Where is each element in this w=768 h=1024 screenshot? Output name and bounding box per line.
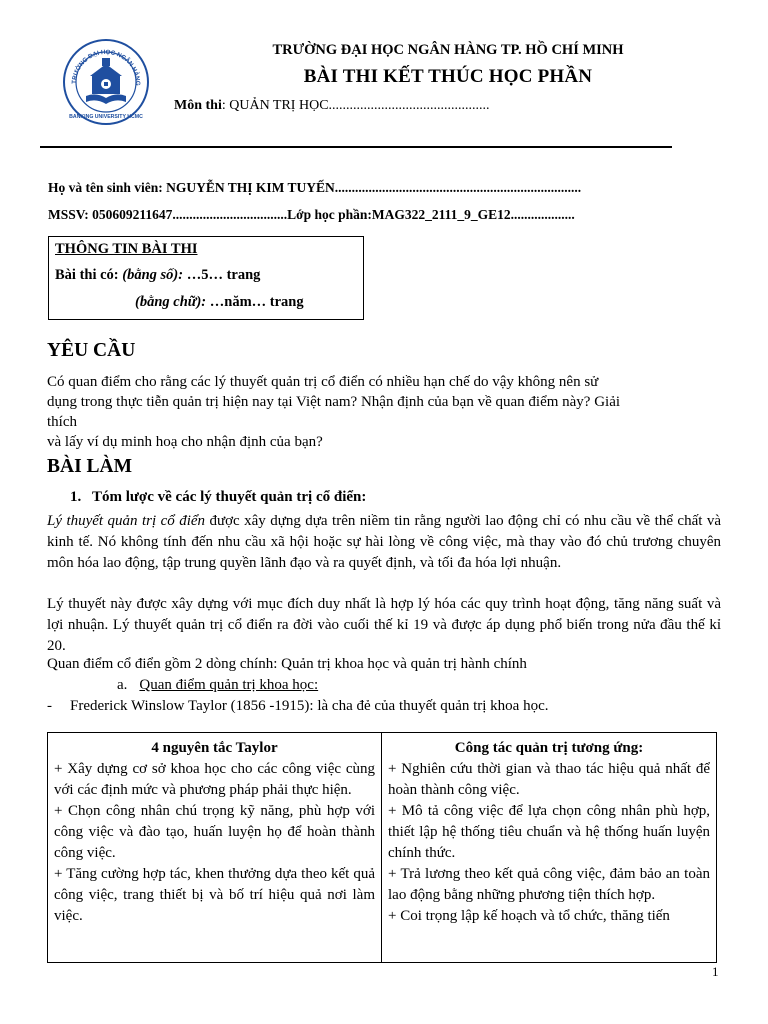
table-column-management: [382, 733, 716, 962]
paragraph-1-italic: Lý thuyết quản trị cổ điển: [47, 513, 206, 529]
page-number: 1: [712, 964, 719, 979]
paragraph-3: Quan điểm cổ điển gồm 2 dòng chính: Quản trị khoa học và quản trị hành chính: [47, 656, 527, 672]
section-1-heading: [70, 489, 366, 506]
taylor-bullet: [47, 698, 549, 715]
dash-marker: -: [47, 698, 52, 714]
work-heading: BÀI LÀM: [47, 456, 133, 477]
info-words-value: …năm… trang: [206, 294, 304, 310]
section-title: Tóm lược về các lý thuyết quản trị cổ điển:: [92, 489, 367, 505]
subsection-a-title: Quan điểm quản trị khoa học:: [139, 677, 319, 693]
requirement-text: [47, 372, 723, 452]
exam-info-box: [48, 236, 364, 320]
requirement-line: thích: [47, 414, 77, 430]
logo-arc-text: TRƯỜNG ĐẠI HỌC NGÂN HÀNG: [70, 48, 142, 86]
paragraph-1: [47, 511, 721, 574]
header-divider: [40, 146, 672, 148]
table-cell: + Trả lương theo kết quả công việc, đảm bảo an toàn lao động bằng những phương tiện thích hợp.: [388, 866, 710, 903]
info-prefix: Bài thi có:: [55, 267, 123, 283]
requirement-heading: YÊU CẦU: [47, 340, 136, 361]
exam-info-pages-number: [55, 267, 260, 284]
paragraph-1-rest: được xây dựng dựa trên niềm tin rằng người lao động chỉ có nhu cầu về thể chất và kinh tế. Nó không tính đến nhu cầu xã hội hoặc sự hài lòng về công việc, mà thay vào đó chủ trương chuyên môn hóa lao động, tập trung quyền lãnh đạo và ra quyết định, và tối đa hóa lợi nhuận.: [47, 513, 722, 571]
info-words-label: (bằng chữ):: [135, 294, 207, 310]
table-header-principles: 4 nguyên tắc Taylor: [151, 740, 278, 756]
table-cell: + Chọn công nhân chú trọng kỹ năng, phù hợp với công việc và đào tạo, huấn luyện họ để hoàn thành công việc.: [54, 803, 375, 861]
university-logo: [62, 38, 150, 126]
info-number-value: …5… trang: [183, 267, 261, 283]
subject-label: Môn thi: [174, 98, 222, 113]
section-number: 1.: [70, 489, 82, 505]
table-cell: + Nghiên cứu thời gian và thao tác hiệu quả nhất để hoàn thành công việc.: [388, 761, 710, 798]
subsection-a-label: a.: [117, 677, 128, 693]
table-header-management: Công tác quản trị tương ứng:: [454, 740, 644, 756]
taylor-text: Frederick Winslow Taylor (1856 -1915): là cha đẻ của thuyết quản trị khoa học.: [70, 698, 549, 714]
table-column-principles: [48, 733, 382, 962]
requirement-line: Có quan điểm cho rằng các lý thuyết quản trị cổ điển có nhiều hạn chế do vậy không nên sử: [47, 374, 599, 390]
requirement-line: và lấy ví dụ minh hoạ cho nhận định của bạn?: [47, 434, 323, 450]
student-id-line: MSSV: 050609211647..................................Lớp học phần:MAG322_2111_9_GE12...................: [48, 207, 575, 222]
requirement-line: dụng trong thực tiễn quản trị hiện nay tại Việt nam? Nhận định của bạn về quan điểm này? Giải: [47, 394, 621, 410]
exam-title: BÀI THI KẾT THÚC HỌC PHẦN: [303, 66, 593, 87]
taylor-table: [47, 732, 717, 963]
table-cell: + Coi trọng lập kế hoạch và tổ chức, thăng tiến: [388, 908, 670, 924]
info-number-label: (bằng số):: [122, 267, 184, 283]
table-cell: + Mô tả công việc để lựa chọn công nhân phù hợp, thiết lập hệ thống tiêu chuẩn và hệ thống huấn luyện chính thức.: [388, 803, 710, 861]
subject-line: [174, 98, 490, 114]
paragraph-2: Lý thuyết này được xây dựng với mục đích duy nhất là hợp lý hóa các quy trình hoạt động, tăng năng suất và lợi nhuận. Lý thuyết quản trị cổ điển ra đời vào cuối thế kỉ 19 và được áp dụng phổ biến trong nửa đầu thế kỉ 20.: [47, 596, 721, 654]
exam-info-title: THÔNG TIN BÀI THI: [55, 241, 198, 257]
student-name-line: Họ và tên sinh viên: NGUYỄN THỊ KIM TUYẾN.........................................................................: [48, 180, 582, 195]
subsection-a: [117, 677, 318, 694]
school-name: TRƯỜNG ĐẠI HỌC NGÂN HÀNG TP. HỒ CHÍ MINH: [272, 42, 624, 58]
exam-info-pages-words: [135, 294, 304, 311]
table-cell: + Xây dựng cơ sở khoa học cho các công việc cùng với các định mức và phương pháp phải thực hiện.: [54, 761, 375, 798]
logo-bottom-text: BANKING UNIVERSITY HCMC: [69, 114, 143, 120]
table-cell: + Tăng cường hợp tác, khen thưởng dựa theo kết quả công việc, trang thiết bị và bố trí hiệu quả nơi làm việc.: [54, 866, 375, 924]
subject-value: : QUẢN TRỊ HỌC..............................................: [221, 98, 490, 113]
